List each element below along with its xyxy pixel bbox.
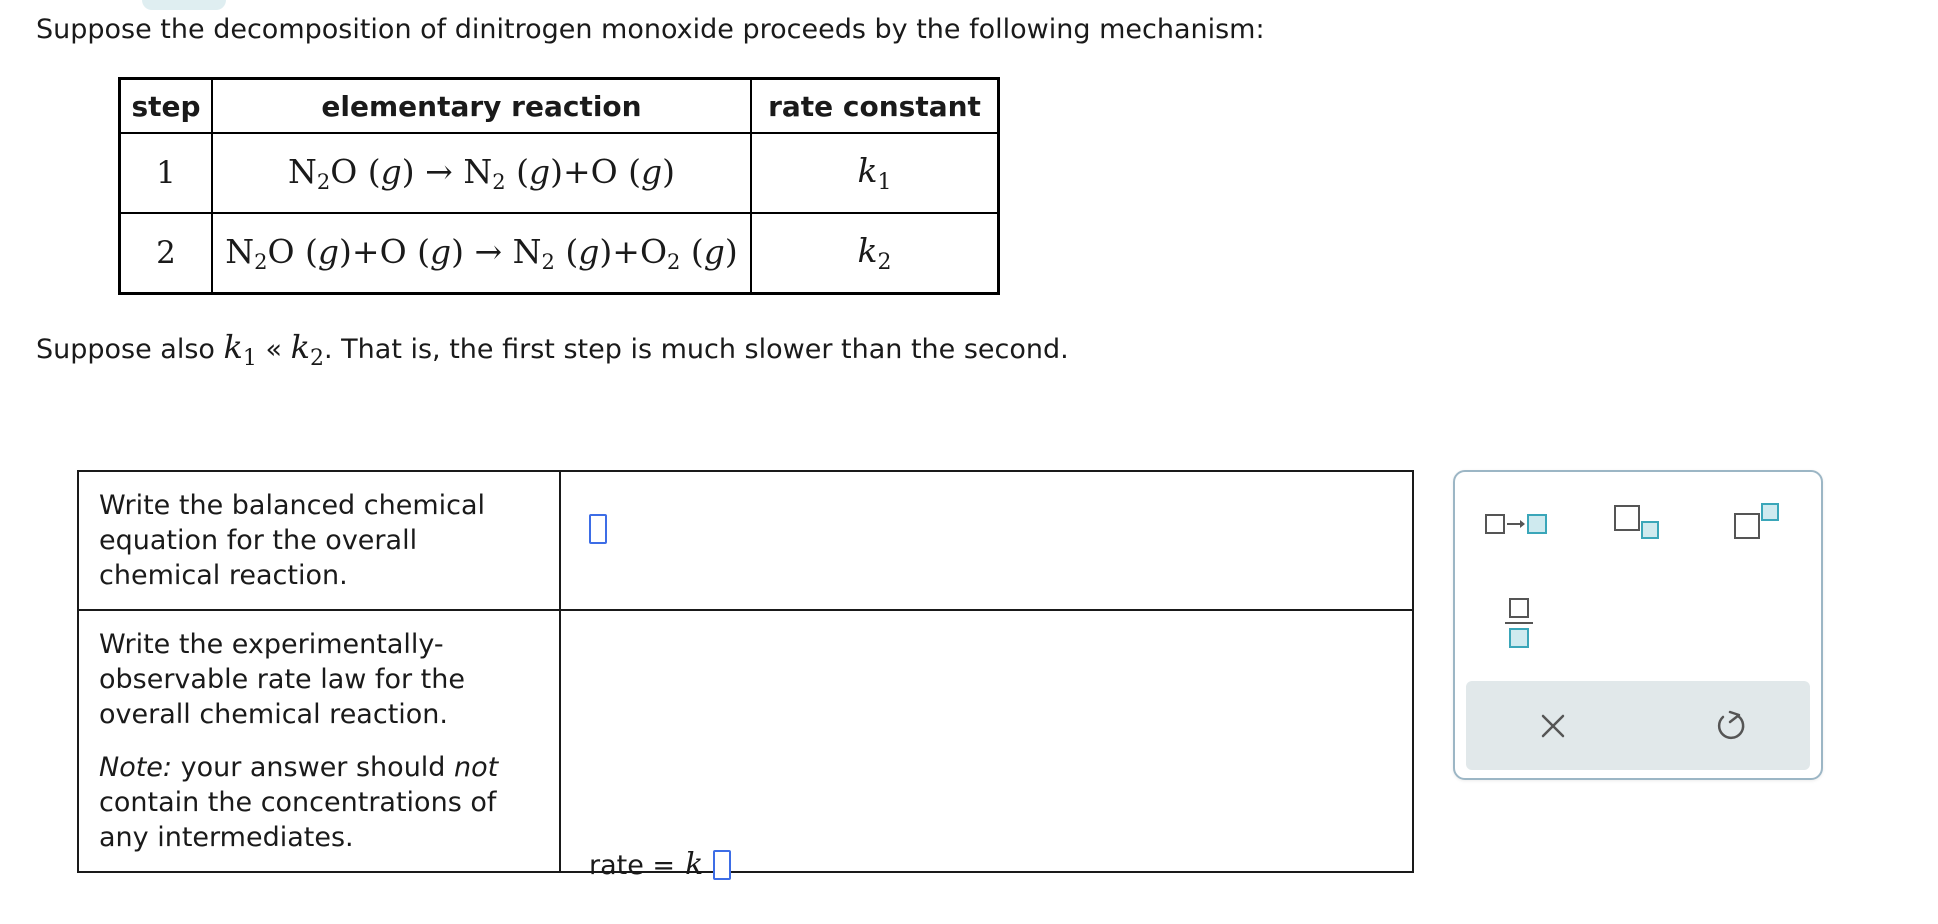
answer-table xyxy=(77,470,1414,882)
math-palette xyxy=(1453,470,1823,780)
header-rate-constant: rate constant xyxy=(751,79,999,134)
superscript-button[interactable] xyxy=(1731,500,1791,544)
reaction-arrow-button[interactable] xyxy=(1483,506,1553,542)
step-number: 1 xyxy=(120,133,213,213)
mechanism-row-2 xyxy=(120,213,999,294)
intro-text: Suppose the decomposition of dinitrogen monoxide proceeds by the following mechanism: xyxy=(36,14,1265,45)
superscript-icon xyxy=(1731,500,1791,544)
subscript-icon xyxy=(1611,500,1671,544)
palette-action-bar xyxy=(1466,681,1810,770)
rate-constant-2: $k_2$ xyxy=(751,213,999,294)
answer-row-overall-equation xyxy=(78,471,1413,610)
answer-field-rate-law[interactable] xyxy=(560,610,1413,882)
reaction-arrow-icon xyxy=(1483,506,1553,542)
assumption-text: Suppose also $k_1$ « $k_2$. That is, the first step is much slower than the second. xyxy=(36,328,1069,371)
fraction-button[interactable] xyxy=(1499,596,1539,652)
header-elementary-reaction: elementary reaction xyxy=(212,79,751,134)
step-number: 2 xyxy=(120,213,213,294)
subscript-button[interactable] xyxy=(1611,500,1671,544)
elementary-reaction-1: $N_2O$ $(g) \to N_2$ (g)+O (g) xyxy=(212,133,751,213)
mechanism-table xyxy=(118,77,1000,295)
rate-law-note: Note: your answer should not contain the concentrations of any intermediates. xyxy=(99,752,499,853)
rate-law-input-slot[interactable] xyxy=(713,850,731,880)
elementary-reaction-2: $N_2O$ (g)+O $(g) \to N_2$ $(g)+O_2$ (g) xyxy=(212,213,751,294)
equation-input-slot[interactable] xyxy=(589,514,607,544)
rate-constant-1: $k_1$ xyxy=(751,133,999,213)
undo-button[interactable] xyxy=(1708,703,1754,749)
mechanism-header-row xyxy=(120,79,999,134)
answer-row-rate-law xyxy=(78,610,1413,872)
answer-field-overall-equation[interactable] xyxy=(560,471,1413,610)
mechanism-row-1 xyxy=(120,133,999,213)
rate-law-expression: rate = k xyxy=(589,847,731,882)
top-tab-indicator xyxy=(142,0,226,10)
undo-icon xyxy=(1708,703,1754,749)
clear-button[interactable] xyxy=(1530,703,1576,749)
header-step: step xyxy=(120,79,213,134)
question-label-rate-law: Write the experimentally-observable rate law for the overall chemical reaction. Note: your answer should not contain the concentrations of any intermediates. xyxy=(78,610,560,872)
question-label-overall-equation: Write the balanced chemical equation for the overall chemical reaction. xyxy=(78,471,560,610)
fraction-icon xyxy=(1499,596,1539,652)
close-icon xyxy=(1530,703,1576,749)
